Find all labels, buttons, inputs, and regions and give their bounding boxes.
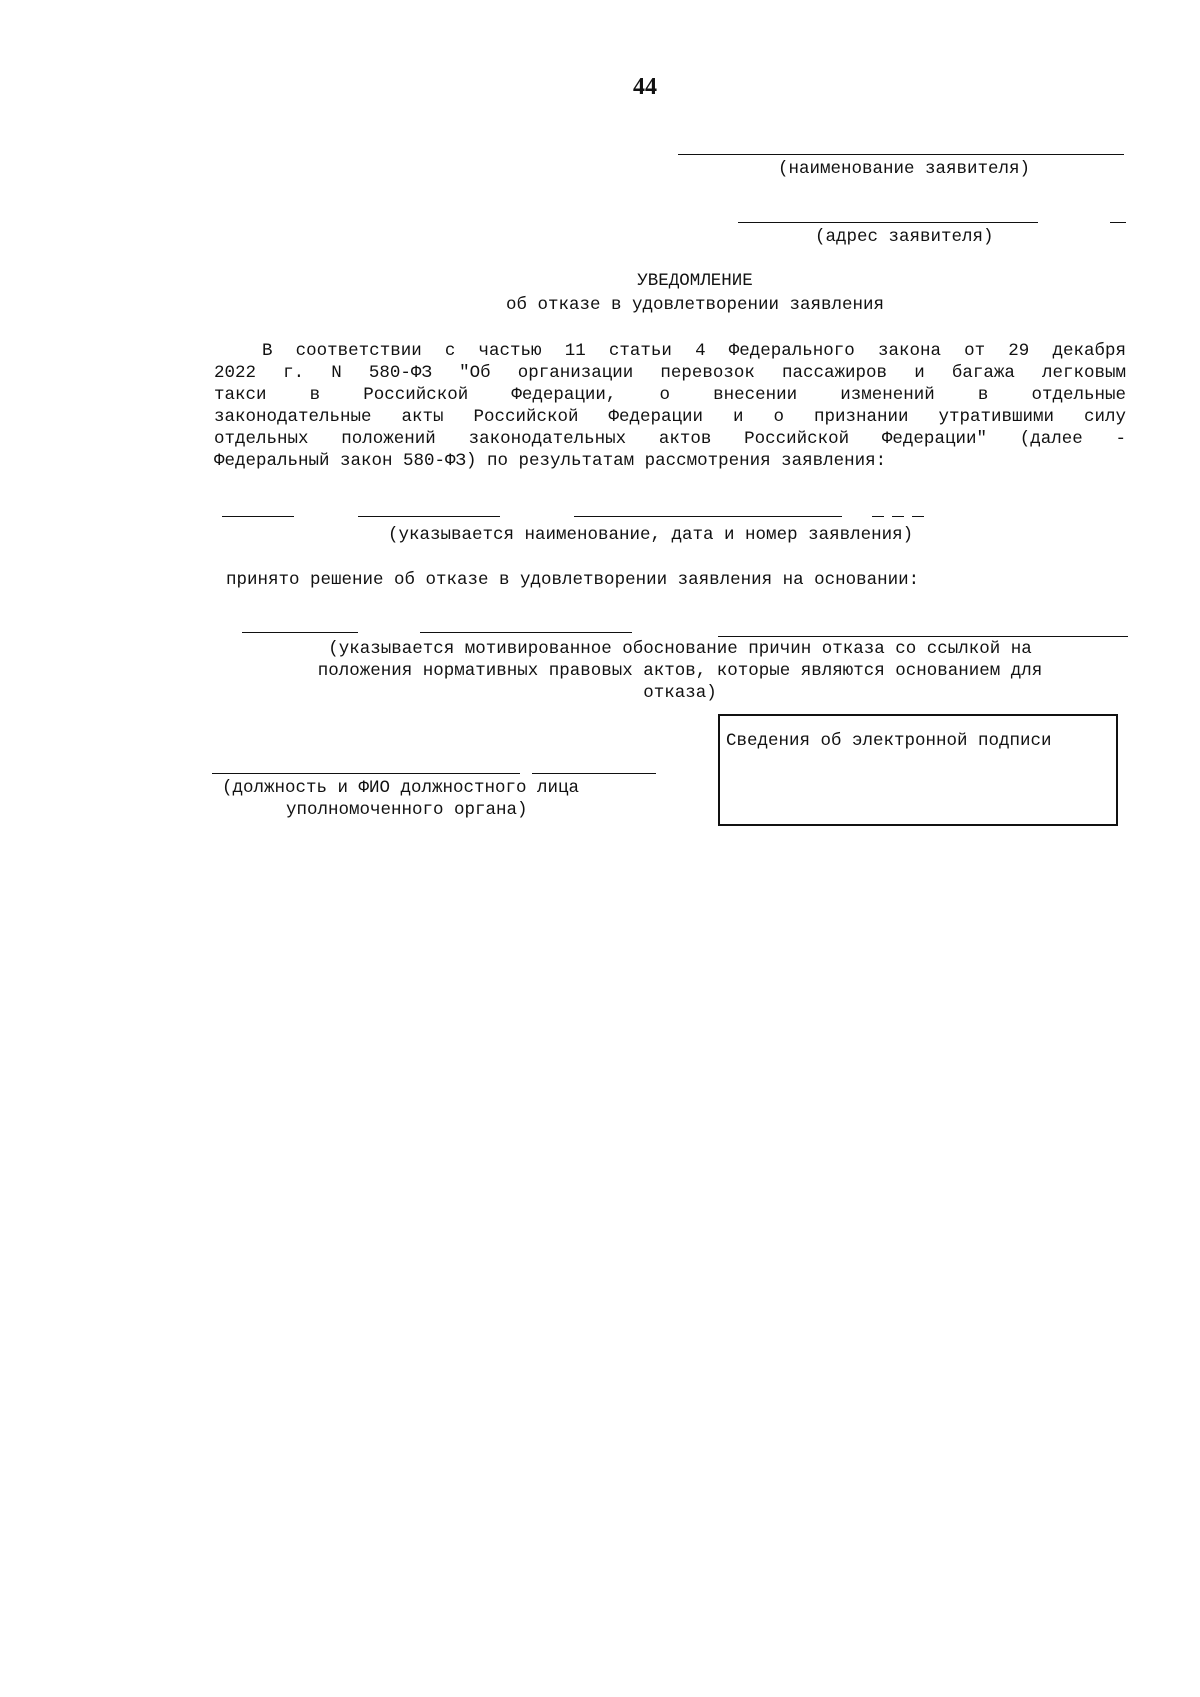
notice-title: УВЕДОМЛЕНИЕ bbox=[637, 271, 753, 291]
body-line: Федеральный закон 580-ФЗ) по результатам рассмотрения заявления: bbox=[214, 451, 887, 471]
applicant-address-caption: (адрес заявителя) bbox=[815, 227, 994, 247]
application-line-seg bbox=[872, 516, 884, 517]
applicant-address-line-tail bbox=[1110, 222, 1126, 223]
official-caption-line: уполномоченного органа) bbox=[286, 800, 528, 820]
official-caption-line: (должность и ФИО должностного лица bbox=[222, 778, 580, 798]
reason-caption-line: положения нормативных правовых актов, которые являются основанием для bbox=[317, 661, 1043, 681]
official-caption bbox=[222, 777, 642, 821]
application-caption: (указывается наименование, дата и номер заявления) bbox=[388, 525, 914, 545]
application-line-seg bbox=[358, 516, 500, 517]
decision-text: принято решение об отказе в удовлетворении заявления на основании: bbox=[226, 570, 920, 590]
reason-line-seg bbox=[718, 636, 1128, 637]
notice-subtitle: об отказе в удовлетворении заявления bbox=[505, 295, 885, 315]
reason-line-seg bbox=[242, 632, 358, 633]
application-line-seg bbox=[892, 516, 904, 517]
applicant-address-line bbox=[738, 222, 1038, 223]
body-paragraph bbox=[214, 340, 1126, 472]
application-line-seg bbox=[574, 516, 842, 517]
reason-caption-line: (указывается мотивированное обоснование причин отказа со ссылкой на bbox=[328, 639, 1032, 659]
official-line-seg bbox=[532, 773, 656, 774]
page-number: 44 bbox=[633, 74, 657, 100]
official-line-seg bbox=[212, 773, 520, 774]
electronic-signature-box bbox=[718, 714, 1118, 826]
reason-line-seg bbox=[420, 632, 632, 633]
application-line-seg bbox=[912, 516, 924, 517]
applicant-name-caption: (наименование заявителя) bbox=[778, 159, 1031, 179]
body-line: отдельных положений законодательных актов Российской Федерации" (далее - bbox=[214, 429, 1126, 449]
body-line: такси в Российской Федерации, о внесении изменений в отдельные bbox=[214, 385, 1126, 405]
applicant-name-line bbox=[678, 154, 1124, 155]
reason-caption bbox=[240, 638, 1120, 704]
signature-box-label: Сведения об электронной подписи bbox=[726, 731, 1052, 751]
body-line: законодательные акты Российской Федерации и о признании утратившими силу bbox=[214, 407, 1126, 427]
reason-caption-line: отказа) bbox=[643, 683, 717, 703]
body-line: 2022 г. N 580-ФЗ "Об организации перевозок пассажиров и багажа легковым bbox=[214, 363, 1126, 383]
body-line: В соответствии с частью 11 статьи 4 Федерального закона от 29 декабря bbox=[262, 341, 1126, 361]
application-line-seg bbox=[222, 516, 294, 517]
